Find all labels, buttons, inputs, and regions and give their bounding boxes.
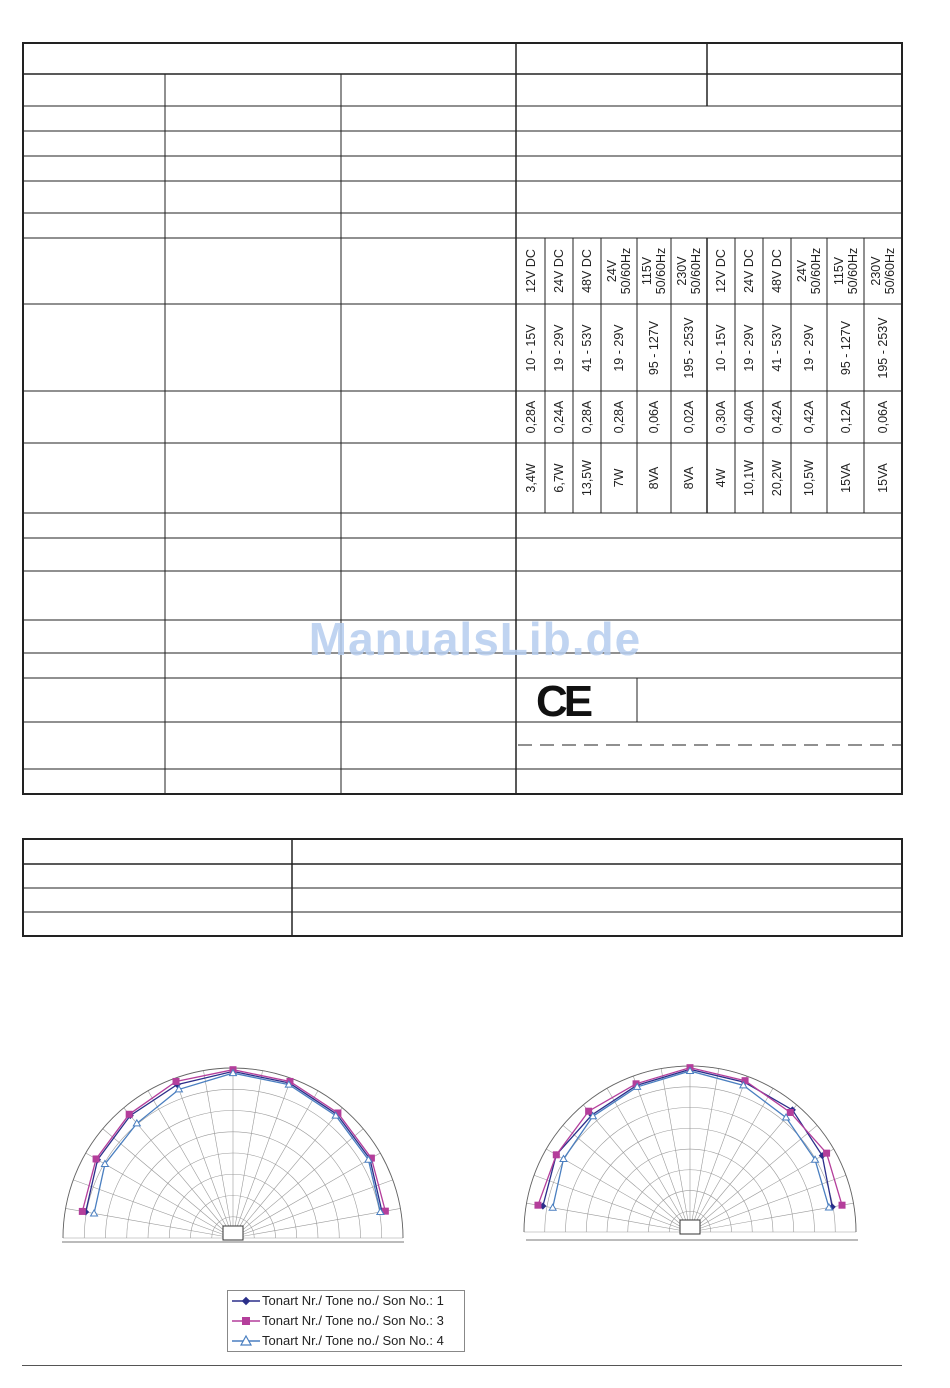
- data-point: [79, 1208, 86, 1215]
- series-line: [543, 1069, 832, 1207]
- legend-marker-diamond-icon: [232, 1294, 262, 1308]
- series-line: [553, 1071, 829, 1208]
- page-footer-rule: [22, 1365, 902, 1366]
- supply-range-value: 95 - 127V: [647, 320, 661, 375]
- polar-grid-radial: [233, 1129, 363, 1238]
- supply-range-value: 95 - 127V: [838, 320, 853, 375]
- supply-power-value: 15VA: [838, 463, 853, 493]
- supply-voltage-value: 24V 50/60Hz: [795, 247, 823, 295]
- data-point: [534, 1202, 541, 1209]
- supply-current-value: 0,28A: [523, 400, 538, 434]
- supply-power-value: 7W: [612, 468, 626, 488]
- data-point: [823, 1150, 830, 1157]
- supply-power-value: 4W: [714, 468, 728, 488]
- supply-voltage-value: 48V DC: [580, 249, 594, 293]
- supply-range-value: 10 - 15V: [523, 323, 538, 372]
- supply-range-value: 195 - 253V: [682, 316, 696, 379]
- supply-power-value: 10,1W: [742, 459, 756, 497]
- supply-voltage-value: 24V 50/60Hz: [605, 247, 633, 295]
- supply-power-value: 6,7W: [552, 463, 566, 493]
- supply-voltage-value: 115V 50/60Hz: [640, 247, 668, 295]
- legend-item: [228, 1311, 464, 1331]
- supply-current-value: 0,02A: [682, 400, 696, 434]
- polar-grid-radial: [233, 1078, 291, 1238]
- supply-power-value: 3,4W: [523, 463, 538, 493]
- polar-grid-radial: [633, 1076, 690, 1232]
- supply-current-value: 0,28A: [612, 400, 626, 434]
- supply-current-value: 0,30A: [714, 400, 728, 434]
- supply-range-value: 195 - 253V: [876, 316, 890, 379]
- legend-marker-square-icon: [232, 1314, 262, 1328]
- legend-label: Tonart Nr./ Tone no./ Son No.: 3: [262, 1313, 444, 1328]
- data-point: [839, 1202, 846, 1209]
- watermark: ManualsLib.de: [308, 613, 642, 665]
- supply-voltage-value: 24V DC: [742, 249, 756, 293]
- supply-power-value: 20,2W: [770, 459, 784, 497]
- supply-voltage-value: 12V DC: [523, 249, 538, 293]
- polar-grid-radial: [103, 1129, 233, 1238]
- supply-voltage-value: 12V DC: [714, 249, 728, 293]
- polar-grid-radial: [690, 1105, 797, 1232]
- supply-power-value: 15VA: [876, 463, 890, 493]
- supply-range-value: 41 - 53V: [580, 323, 594, 372]
- legend-label: Tonart Nr./ Tone no./ Son No.: 4: [262, 1333, 444, 1348]
- supply-voltage-value: 230V 50/60Hz: [675, 247, 703, 295]
- data-point: [585, 1108, 592, 1115]
- data-point: [126, 1111, 133, 1118]
- supply-range-value: 19 - 29V: [552, 323, 566, 372]
- supply-range-value: 41 - 53V: [770, 323, 784, 372]
- legend-item: [228, 1331, 464, 1351]
- device-icon: [223, 1226, 243, 1240]
- supply-power-value: 10,5W: [802, 459, 816, 497]
- supply-voltage-value: 48V DC: [770, 249, 784, 293]
- supply-current-value: 0,28A: [580, 400, 594, 434]
- data-point: [787, 1109, 794, 1116]
- supply-power-value: 8VA: [682, 466, 696, 490]
- polar-grid-radial: [563, 1125, 690, 1232]
- data-point: [93, 1155, 100, 1162]
- supply-current-value: 0,06A: [876, 400, 890, 434]
- device-icon: [680, 1220, 700, 1234]
- supply-voltage-value: 24V DC: [552, 249, 566, 293]
- polar-grid-radial: [73, 1180, 233, 1238]
- supply-range-value: 19 - 29V: [742, 323, 756, 372]
- polar-grid-radial: [690, 1125, 817, 1232]
- supply-range-value: 19 - 29V: [802, 323, 816, 372]
- supply-power-value: 8VA: [647, 466, 661, 490]
- chart-legend: [227, 1290, 465, 1352]
- data-point: [553, 1151, 560, 1158]
- series-line: [82, 1070, 385, 1212]
- polar-grid-radial: [175, 1078, 233, 1238]
- data-point: [173, 1078, 180, 1085]
- supply-current-value: 0,42A: [770, 400, 784, 434]
- series-line: [86, 1071, 382, 1212]
- polar-grid-radial: [233, 1108, 342, 1238]
- ce-mark: CE: [536, 677, 590, 726]
- supply-range-value: 10 - 15V: [714, 323, 728, 372]
- supply-power-value: 13,5W: [580, 459, 594, 497]
- supply-current-value: 0,40A: [742, 400, 756, 434]
- supply-current-value: 0,24A: [552, 400, 566, 434]
- polar-grid-radial: [233, 1180, 393, 1238]
- supply-current-value: 0,42A: [802, 400, 816, 434]
- supply-range-value: 19 - 29V: [612, 323, 626, 372]
- supply-voltage-value: 115V 50/60Hz: [831, 247, 860, 295]
- polar-grid-radial: [690, 1076, 747, 1232]
- legend-item: [228, 1291, 464, 1311]
- polar-grid-radial: [583, 1105, 690, 1232]
- legend-marker-triangle-icon: [232, 1334, 262, 1348]
- supply-current-value: 0,12A: [838, 400, 853, 434]
- supply-voltage-value: 230V 50/60Hz: [869, 247, 897, 295]
- supply-current-value: 0,06A: [647, 400, 661, 434]
- polar-grid-radial: [124, 1108, 233, 1238]
- legend-label: Tonart Nr./ Tone no./ Son No.: 1: [262, 1293, 444, 1308]
